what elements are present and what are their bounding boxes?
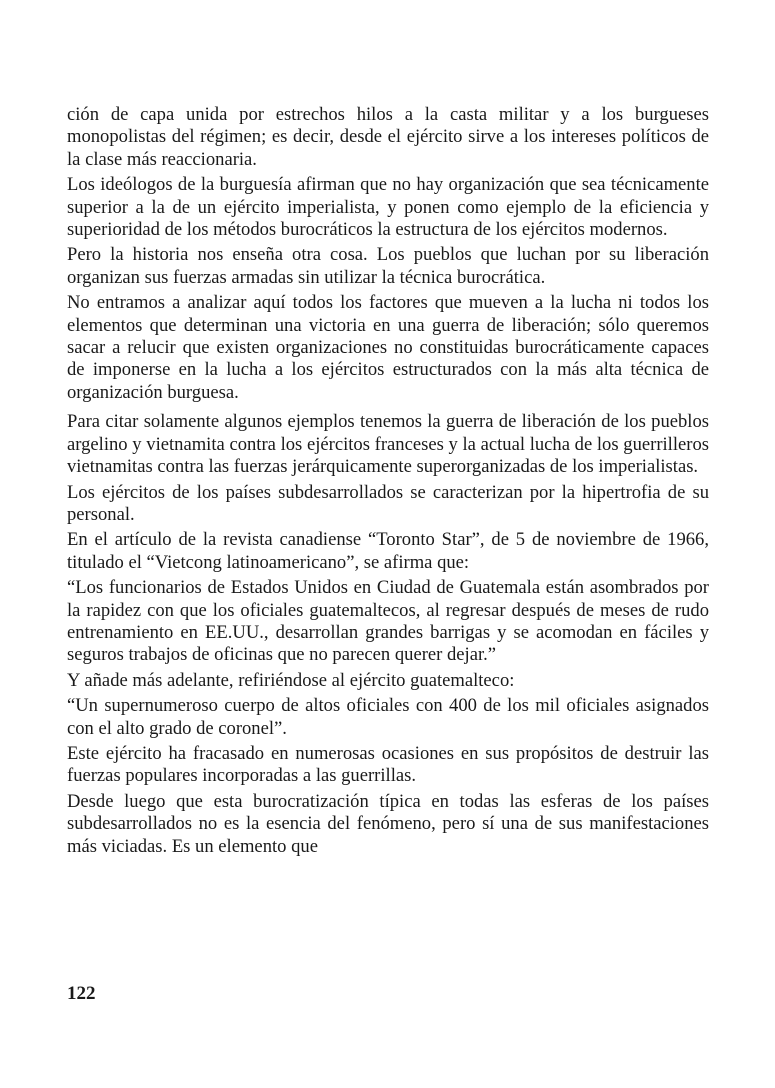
quote-paragraph: “Un supernumeroso cuerpo de altos oficiales con 400 de los mil oficiales asignados con el alto grado de coronel”.: [67, 695, 709, 739]
paragraph: Los ejércitos de los países subdesarrollados se caracterizan por la hipertrofia de su personal.: [67, 481, 709, 525]
page-number: 122: [67, 983, 96, 1004]
paragraph: Los ideólogos de la burguesía afirman que no hay organización que sea técnicamente superior a la de un ejército imperialista, y ponen como ejemplo de la eficiencia y superioridad de los métodos burocráticos la estructura de los ejércitos modernos.: [67, 174, 709, 241]
paragraph: Desde luego que esta burocratización típica en todas las esferas de los países subdesarrollados no es la esencia del fenómeno, pero sí una de sus manifestaciones más viciadas. Es un elemento que: [67, 790, 709, 857]
paragraph: Para citar solamente algunos ejemplos tenemos la guerra de liberación de los pueblos argelino y vietnamita contra los ejércitos franceses y la actual lucha de los guerrilleros vietnamitas contra las fuerzas jerárquicamente superorganizadas de los imperialistas.: [67, 411, 709, 478]
body-text: [67, 104, 709, 861]
paragraph: No entramos a analizar aquí todos los factores que mueven a la lucha ni todos los elementos que determinan una victoria en una guerra de liberación; sólo queremos sacar a relucir que existen organizaciones no constituidas burocráticamente capaces de imponerse en la lucha a los ejércitos estructurados con la más alta técnica de organización burguesa.: [67, 292, 709, 403]
paragraph: Y añade más adelante, refiriéndose al ejército guatemalteco:: [67, 669, 515, 691]
paragraph: En el artículo de la revista canadiense “Toronto Star”, de 5 de noviembre de 1966, titulado el “Vietcong latinoamericano”, se afirma que:: [67, 529, 709, 573]
quote-paragraph: “Los funcionarios de Estados Unidos en Ciudad de Guatemala están asombrados por la rapidez con que los oficiales guatemaltecos, al regresar después de meses de rudo entrenamiento en EE.UU., desarrollan grandes barrigas y se acomodan en fáciles y seguros trabajos de oficinas que no parecen querer dejar.”: [67, 577, 709, 666]
paragraph: Este ejército ha fracasado en numerosas ocasiones en sus propósitos de destruir las fuerzas populares incorporadas a las guerrillas.: [67, 742, 709, 787]
paragraph: ción de capa unida por estrechos hilos a la casta militar y a los burgueses monopolistas del régimen; es decir, desde el ejército sirve a los intereses políticos de la clase más reaccionaria.: [67, 104, 709, 170]
paragraph: Pero la historia nos enseña otra cosa. Los pueblos que luchan por su liberación organizan sus fuerzas armadas sin utilizar la técnica burocrática.: [67, 244, 709, 288]
